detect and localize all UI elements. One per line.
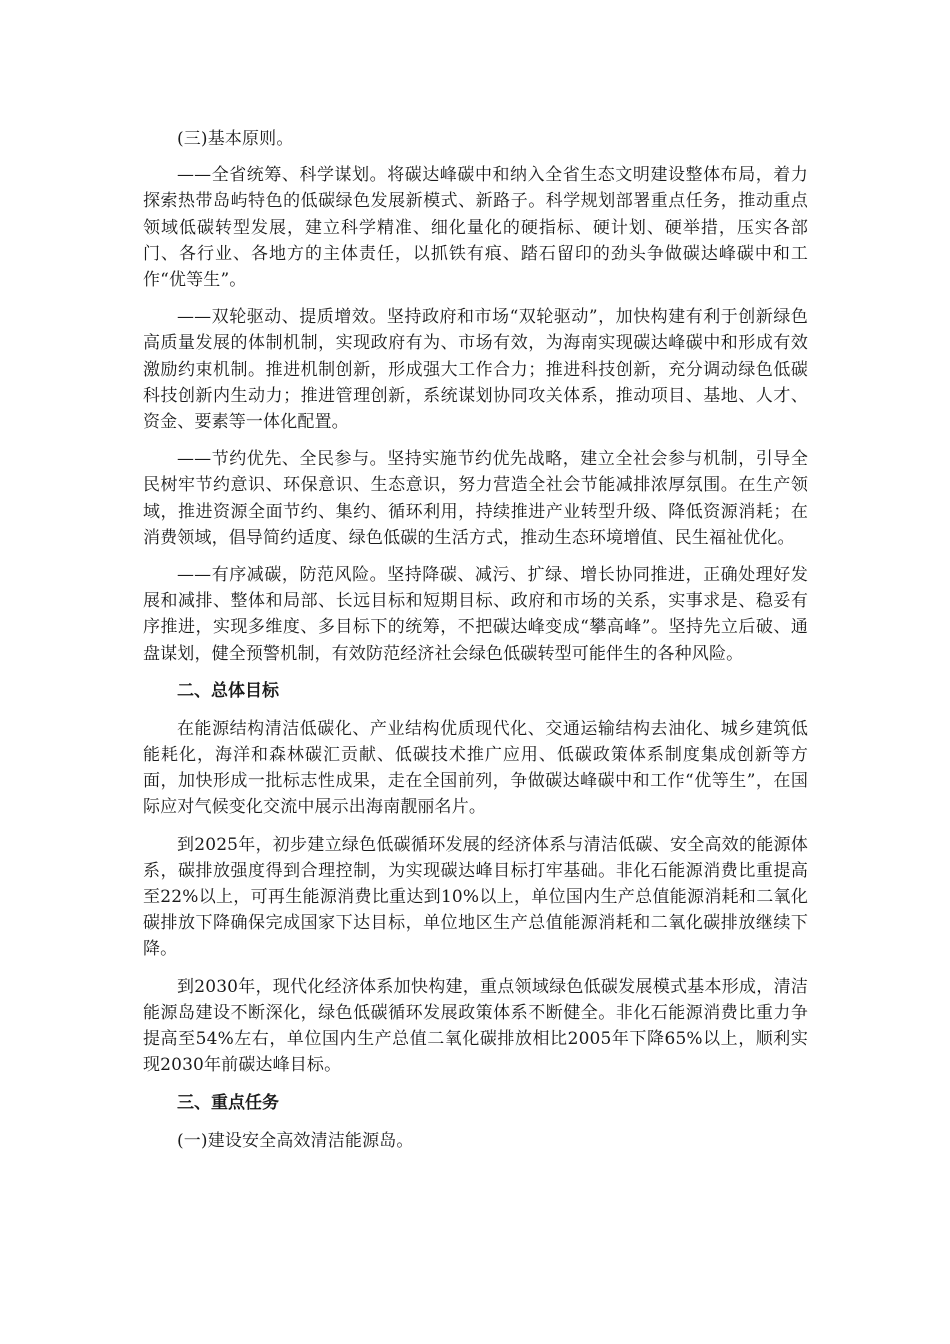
body-paragraph: 到2030年，现代化经济体系加快构建，重点领域绿色低碳发展模式基本形成，清洁能源岛建设不断深化，绿色低碳循环发展政策体系不断健全。非化石能源消费比重力争提高至54%左右，单位国内生产总值二氧化碳排放相比2005年下降65%以上，顺利实现2030年前碳达峰目标。 <box>143 976 808 1076</box>
section-heading: 二、总体目标 <box>177 680 279 701</box>
principle-paragraph: ——有序减碳，防范风险。坚持降碳、减污、扩绿、增长协同推进，正确处理好发展和减排、整体和局部、长远目标和短期目标、政府和市场的关系，实事求是、稳妥有序推进，实现多维度、多目标下的统筹，不把碳达峰变成“攀高峰”。坚持先立后破、通盘谋划，健全预警机制，有效防范经济社会绿色低碳转型可能伴生的各种风险。 <box>143 565 808 664</box>
principle-paragraph: ——全省统筹、科学谋划。将碳达峰碳中和纳入全省生态文明建设整体布局，着力探索热带岛屿特色的低碳绿色发展新模式、新路子。科学规划部署重点任务，推动重点领域低碳转型发展，建立科学精准、细化量化的硬指标、硬计划、硬举措，压实各部门、各行业、各地方的主体责任，以抓铁有痕、踏石留印的劲头争做碳达峰碳中和工作“优等生”。 <box>143 165 808 291</box>
body-paragraph: 到2025年，初步建立绿色低碳循环发展的经济体系与清洁低碳、安全高效的能源体系，碳排放强度得到合理控制，为实现碳达峰目标打牢基础。非化石能源消费比重提高至22%以上，可再生能源消费比重达到10%以上，单位国内生产总值能源消耗和二氧化碳排放下降确保完成国家下达目标，单位地区生产总值能源消耗和二氧化碳排放继续下降。 <box>143 834 808 960</box>
document-body <box>143 126 808 1164</box>
section-subheading: (三)基本原则。 <box>177 129 294 149</box>
principle-paragraph: ——节约优先、全民参与。坚持实施节约优先战略，建立全社会参与机制，引导全民树牢节约意识、环保意识、生态意识，努力营造全社会节能减排浓厚氛围。在生产领域，推进资源全面节约、集约、循环利用，持续推进产业转型升级、降低资源消耗；在消费领域，倡导简约适度、绿色低碳的生活方式，推动生态环境增值、民生福祉优化。 <box>143 449 808 548</box>
section-heading: 三、重点任务 <box>177 1092 279 1113</box>
body-paragraph: 在能源结构清洁低碳化、产业结构优质现代化、交通运输结构去油化、城乡建筑低能耗化，海洋和森林碳汇贡献、低碳技术推广应用、低碳政策体系制度集成创新等方面，加快形成一批标志性成果，走在全国前列，争做碳达峰碳中和工作“优等生”，在国际应对气候变化交流中展示出海南靓丽名片。 <box>143 718 808 818</box>
section-subheading: (一)建设安全高效清洁能源岛。 <box>177 1130 414 1151</box>
principle-paragraph: ——双轮驱动、提质增效。坚持政府和市场“双轮驱动”，加快构建有利于创新绿色高质量发展的体制机制，实现政府有为、市场有效，为海南实现碳达峰碳中和形成有效激励约束机制。推进机制创新，形成强大工作合力；推进科技创新，充分调动绿色低碳科技创新内生动力；推进管理创新，系统谋划协同攻关体系，推动项目、基地、人才、资金、要素等一体化配置。 <box>143 307 808 433</box>
